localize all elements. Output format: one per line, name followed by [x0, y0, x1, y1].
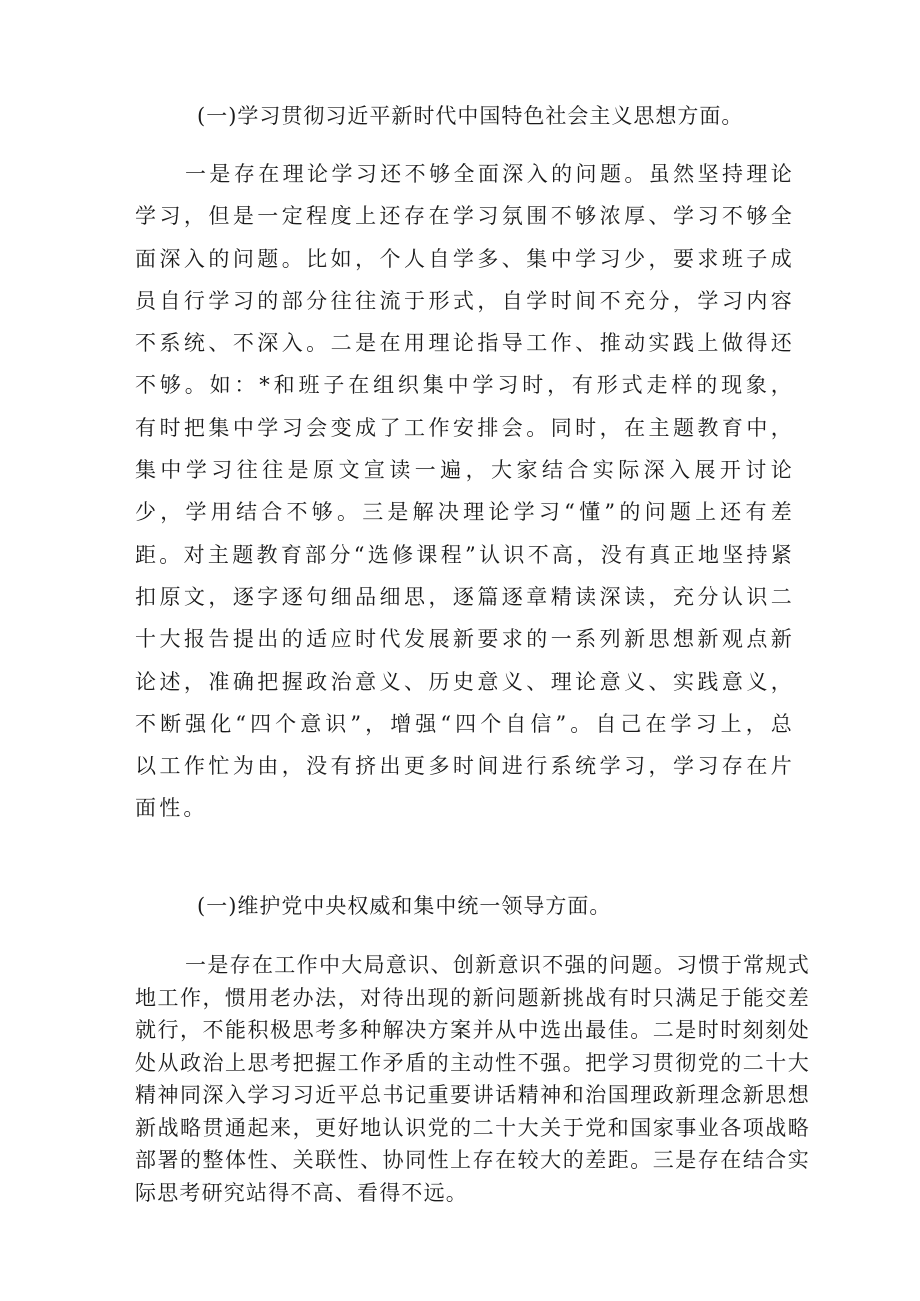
section-1-paragraph: 一是存在理论学习还不够全面深入的问题。虽然坚持理论学习，但是一定程度上还存在学习氛围不够浓厚、学习不够全面深入的问题。比如，个人自学多、集中学习少，要求班子成员自行学习的部分往往流于形式，自学时间不充分，学习内容不系统、不深入。二是在用理论指导工作、推动实践上做得还不够。如：*和班子在组织集中学习时，有形式走样的现象，有时把集中学习会变成了工作安排会。同时，在主题教育中，集中学习往往是原文宣读一遍，大家结合实际深入展开讨论少，学用结合不够。三是解决理论学习“懂”的问题上还有差距。对主题教育部分“选修课程”认识不高，没有真正地坚持紧扣原文，逐字逐句细品细思，逐篇逐章精读深读，充分认识二十大报告提出的适应时代发展新要求的一系列新思想新观点新论述，准确把握政治意义、历史意义、理论意义、实践意义，不断强化“四个意识”，增强“四个自信”。自己在学习上，总以工作忙为由，没有挤出更多时间进行系统学习，学习存在片面性。 [135, 162, 795, 821]
section-2-paragraph: 一是存在工作中大局意识、创新意识不强的问题。习惯于常规式地工作，惯用老办法，对待出现的新问题新挑战有时只满足于能交差就行，不能积极思考多种解决方案并从中选出最佳。二是时时刻刻处处从政治上思考把握工作矛盾的主动性不强。把学习贯彻党的二十大精神同深入学习习近平总书记重要讲话精神和治国理政新理念新思想新战略贯通起来，更好地认识党的二十大关于党和国家事业各项战略部署的整体性、关联性、协同性上存在较大的差距。三是存在结合实际思考研究站得不高、看得不远。 [135, 953, 810, 1205]
section-2-heading: (一)维护党中央权威和集中统一领导方面。 [197, 894, 612, 918]
section-1-heading: (一)学习贯彻习近平新时代中国特色社会主义思想方面。 [197, 104, 744, 128]
